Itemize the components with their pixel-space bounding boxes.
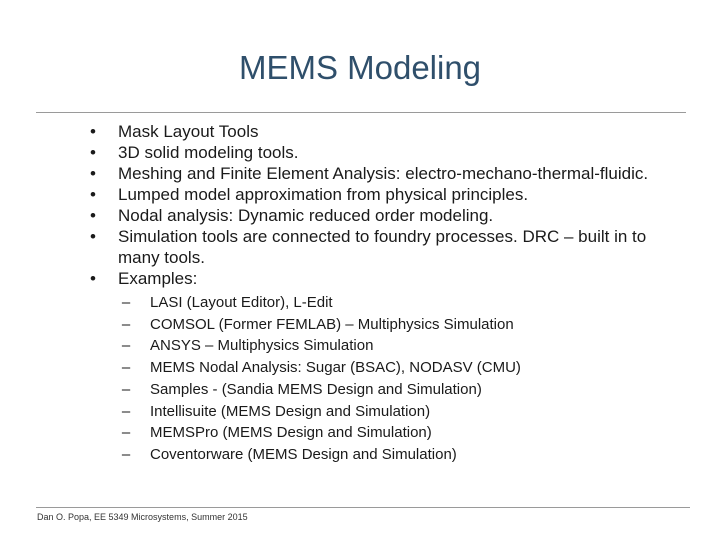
bullet-icon: • bbox=[90, 206, 96, 225]
bullet-icon: • bbox=[90, 269, 96, 288]
bullet-icon: • bbox=[90, 185, 96, 204]
example-item bbox=[118, 335, 686, 357]
bullet-text: Simulation tools are connected to foundry processes. DRC – built in to many tools. bbox=[118, 227, 647, 267]
examples-list bbox=[118, 292, 686, 466]
bullet-item bbox=[86, 142, 686, 163]
bullet-text: 3D solid modeling tools. bbox=[118, 143, 299, 162]
example-item bbox=[118, 401, 686, 423]
bullet-icon: • bbox=[90, 143, 96, 162]
dash-icon: – bbox=[121, 359, 131, 377]
example-text: Samples - (Sandia MEMS Design and Simulation) bbox=[150, 380, 482, 398]
example-text: MEMS Nodal Analysis: Sugar (BSAC), NODASV (CMU) bbox=[150, 359, 521, 377]
bullet-icon: • bbox=[90, 122, 96, 141]
bullet-icon: • bbox=[90, 227, 96, 246]
dash-icon: – bbox=[121, 402, 131, 420]
dash-icon: – bbox=[121, 294, 131, 311]
example-text: MEMSPro (MEMS Design and Simulation) bbox=[150, 424, 432, 442]
bullet-text: Examples: bbox=[118, 269, 198, 288]
dash-icon: – bbox=[121, 380, 131, 398]
dash-icon: – bbox=[121, 315, 131, 333]
example-text: Coventorware (MEMS Design and Simulation) bbox=[150, 445, 457, 463]
example-text: ANSYS – Multiphysics Simulation bbox=[150, 337, 374, 355]
footer-divider bbox=[36, 507, 690, 508]
bullet-item bbox=[86, 226, 686, 268]
bullet-item bbox=[86, 184, 686, 205]
dash-icon: – bbox=[121, 337, 131, 355]
bullet-item bbox=[86, 268, 686, 466]
example-text: COMSOL (Former FEMLAB) – Multiphysics Simulation bbox=[150, 315, 514, 333]
example-text: LASI (Layout Editor), L-Edit bbox=[150, 294, 333, 311]
bullet-text: Meshing and Finite Element Analysis: electro-mechano-thermal-fluidic. bbox=[118, 164, 649, 183]
dash-icon: – bbox=[121, 445, 131, 463]
title-divider bbox=[36, 112, 686, 113]
example-item bbox=[118, 314, 686, 336]
bullet-text: Lumped model approximation from physical principles. bbox=[118, 185, 529, 204]
bullet-text: Nodal analysis: Dynamic reduced order modeling. bbox=[118, 206, 494, 225]
example-item bbox=[118, 379, 686, 401]
example-item bbox=[118, 357, 686, 379]
dash-icon: – bbox=[121, 424, 131, 442]
slide-title: MEMS Modeling bbox=[238, 49, 482, 86]
example-item bbox=[118, 422, 686, 444]
bullet-list bbox=[86, 121, 686, 466]
bullet-item bbox=[86, 163, 686, 184]
bullet-item bbox=[86, 121, 686, 142]
example-item bbox=[118, 292, 686, 314]
example-text: Intellisuite (MEMS Design and Simulation) bbox=[150, 402, 431, 420]
bullet-icon: • bbox=[90, 164, 96, 183]
slide-footer: Dan O. Popa, EE 5349 Microsystems, Summer 2015 bbox=[37, 512, 248, 522]
bullet-item bbox=[86, 205, 686, 226]
example-item bbox=[118, 444, 686, 466]
bullet-text: Mask Layout Tools bbox=[118, 122, 259, 141]
